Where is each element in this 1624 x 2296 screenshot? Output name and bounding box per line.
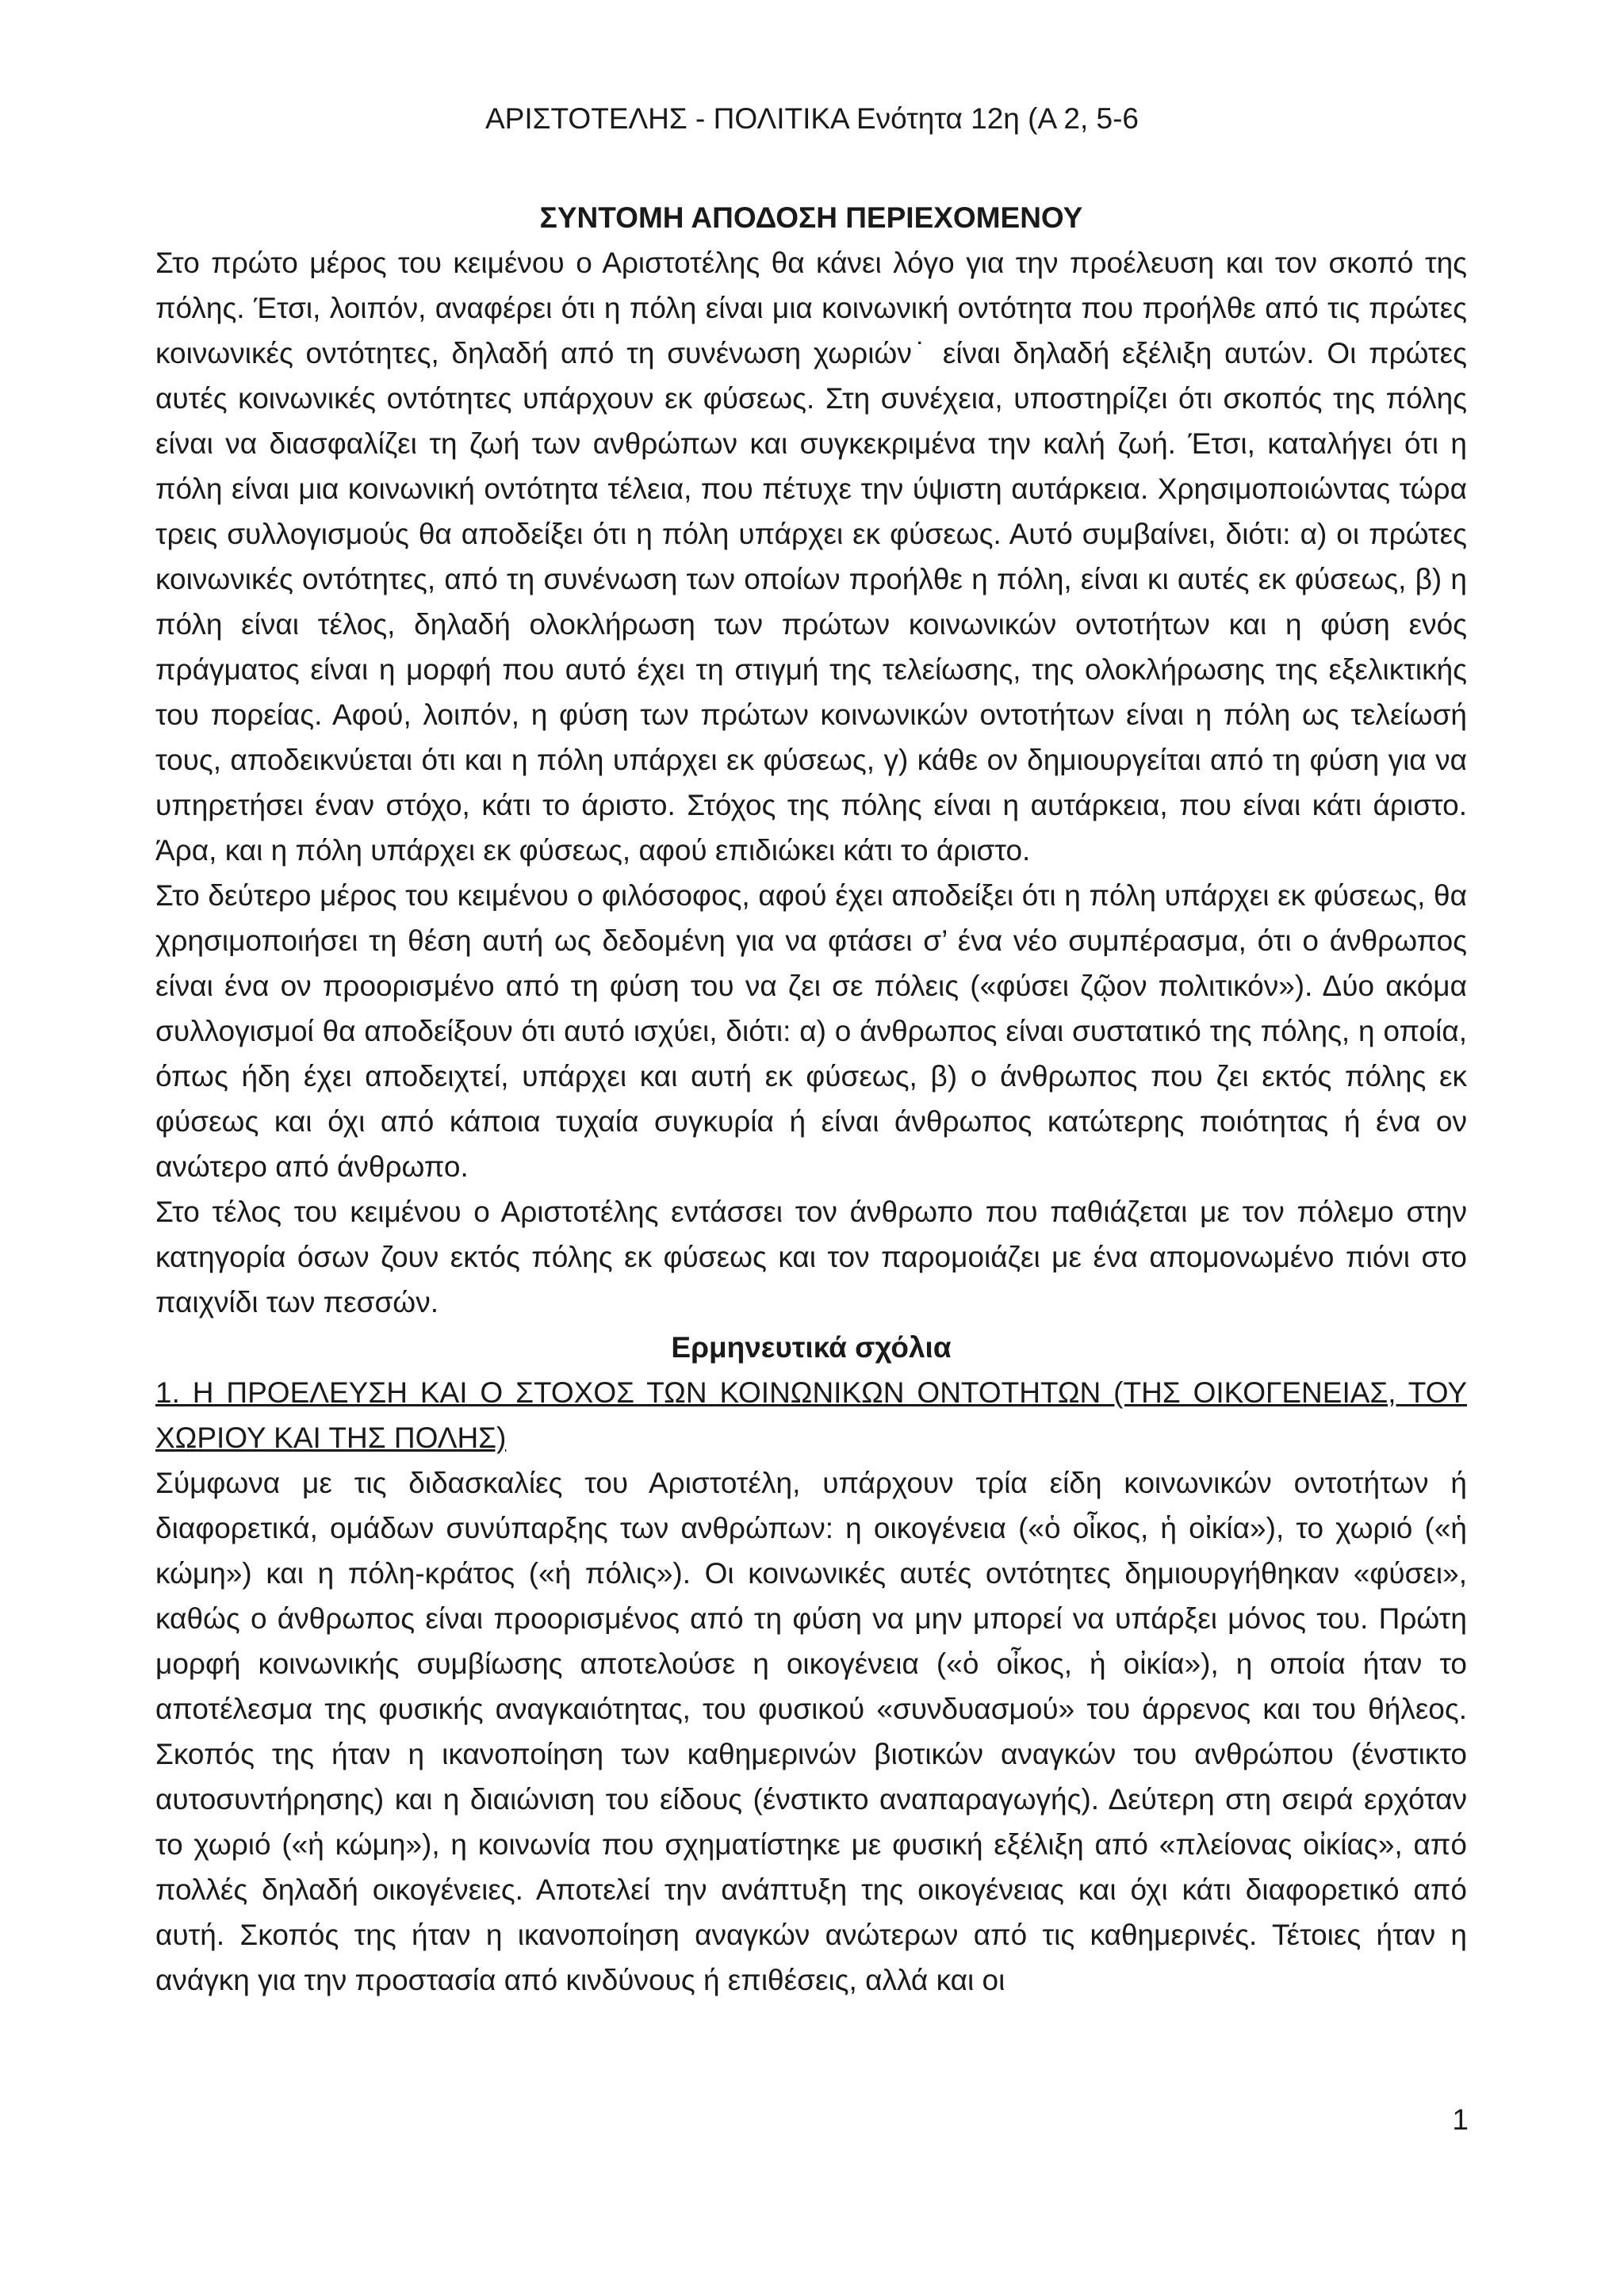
summary-paragraph-1: Στο πρώτο μέρος του κειμένου ο Αριστοτέλης θα κάνει λόγο για την προέλευση και τον σκοπό της πόλης. Έτσι, λοιπόν, αναφέρει ότι η πόλη είναι μια κοινωνική οντότητα που προήλθε από τις πρώτες κοινωνικές οντότητες, δηλαδή από τη συνένωση χωριών˙ είναι δηλαδή εξέλιξη αυτών. Οι πρώτες αυτές κοινωνικές οντότητες υπάρχουν εκ φύσεως. Στη συνέχεια, υποστηρίζει ότι σκοπός της πόλης είναι να διασφαλίζει τη ζωή των ανθρώπων και συγκεκριμένα την καλή ζωή. Έτσι, καταλήγει ότι η πόλη είναι μια κοινωνική οντότητα τέλεια, που πέτυχε την ύψιστη αυτάρκεια. Χρησιμοποιώντας τώρα τρεις συλλογισμούς θα αποδείξει ότι η πόλη υπάρχει εκ φύσεως. Αυτό συμβαίνει, διότι: α) οι πρώτες κοινωνικές οντότητες, από τη συνένωση των οποίων προήλθε η πόλη, είναι κι αυτές εκ φύσεως, β) η πόλη είναι τέλος, δηλαδή ολοκλήρωση των πρώτων κοινωνικών οντοτήτων και η φύση ενός πράγματος είναι η μορφή που αυτό έχει τη στιγμή της τελείωσης, της ολοκλήρωσης της εξελικτικής του πορείας. Αφού, λοιπόν, η φύση των πρώτων κοινωνικών οντοτήτων είναι η πόλη ως τελείωσή τους, αποδεικνύεται ότι και η πόλη υπάρχει εκ φύσεως, γ) κάθε ον δημιουργείται από τη φύση για να υπηρετήσει έναν στόχο, κάτι το άριστο. Στόχος της πόλης είναι η αυτάρκεια, που είναι κάτι άριστο. Άρα, και η πόλη υπάρχει εκ φύσεως, αφού επιδιώκει κάτι το άριστο. xyxy=(155,247,1467,867)
running-header: ΑΡΙΣΤΟΤΕΛΗΣ - ΠΟΛΙΤΙΚΑ Ενότητα 12η (Α 2, 5-6 xyxy=(485,102,1139,135)
commentary-heading: Ερμηνευτικά σχόλια xyxy=(671,1331,952,1364)
summary-paragraph-2: Στο δεύτερο μέρος του κειμένου ο φιλόσοφος, αφού έχει αποδείξει ότι η πόλη υπάρχει εκ φύσεως, θα χρησιμοποιήσει τη θέση αυτή ως δεδομένη για να φτάσει σ’ ένα νέο συμπέρασμα, ότι ο άνθρωπος είναι ένα ον προορισμένο από τη φύση του να ζει σε πόλεις («φύσει ζῷον πολιτικόν»). Δύο ακόμα συλλογισμοί θα αποδείξουν ότι αυτό ισχύει, διότι: α) ο άνθρωπος είναι συστατικό της πόλης, η οποία, όπως ήδη έχει αποδειχτεί, υπάρχει και αυτή εκ φύσεως, β) ο άνθρωπος που ζει εκτός πόλης εκ φύσεως και όχι από κάποια τυχαία συγκυρία ή είναι άνθρωπος κατώτερης ποιότητας ή ένα ον ανώτερο από άνθρωπο. xyxy=(155,879,1467,1183)
document-body xyxy=(155,195,1467,2003)
page-number: 1 xyxy=(1452,2103,1469,2136)
summary-paragraph-3: Στο τέλος του κειμένου ο Αριστοτέλης εντάσσει τον άνθρωπο που παθιάζεται με τον πόλεμο στην κατηγορία όσων ζουν εκτός πόλης εκ φύσεως και τον παρομοιάζει με ένα απομονωμένο πιόνι στο παιχνίδι των πεσσών. xyxy=(155,1196,1467,1318)
commentary-paragraph: Σύμφωνα με τις διδασκαλίες του Αριστοτέλη, υπάρχουν τρία είδη κοινωνικών οντοτήτων ή διαφορετικά, ομάδων συνύπαρξης των ανθρώπων: η οικογένεια («ὁ οἶκος, ἡ οἰκία»), το χωριό («ἡ κώμη») και η πόλη-κράτος («ἡ πόλις»). Οι κοινωνικές αυτές οντότητες δημιουργήθηκαν «φύσει», καθώς ο άνθρωπος είναι προορισμένος από τη φύση να μην μπορεί να υπάρξει μόνος του. Πρώτη μορφή κοινωνικής συμβίωσης αποτελούσε η οικογένεια («ὁ οἶκος, ἡ οἰκία»), η οποία ήταν το αποτέλεσμα της φυσικής αναγκαιότητας, του φυσικού «συνδυασμού» του άρρενος και του θήλεος. Σκοπός της ήταν η ικανοποίηση των καθημερινών βιοτικών αναγκών του ανθρώπου (ένστικτο αυτοσυντήρησης) και η διαιώνιση του είδους (ένστικτο αναπαραγωγής). Δεύτερη στη σειρά ερχόταν το χωριό («ἡ κώμη»), η κοινωνία που σχηματίστηκε με φυσική εξέλιξη από «πλείονας οἰκίας», από πολλές δηλαδή οικογένειες. Αποτελεί την ανάπτυξη της οικογένειας και όχι κάτι διαφορετικό από αυτή. Σκοπός της ήταν η ικανοποίηση αναγκών ανώτερων από τις καθημερινές. Τέτοιες ήταν η ανάγκη για την προστασία από κινδύνους ή επιθέσεις, αλλά και οι xyxy=(155,1467,1467,1996)
summary-heading: ΣΥΝΤΟΜΗ ΑΠΟΔΟΣΗ ΠΕΡΙΕΧΟΜΕΝΟΥ xyxy=(539,201,1083,234)
commentary-section-title: 1. Η ΠΡΟΕΛΕΥΣΗ ΚΑΙ Ο ΣΤΟΧΟΣ ΤΩΝ ΚΟΙΝΩΝΙΚΩΝ ΟΝΤΟΤΗΤΩΝ (ΤΗΣ ΟΙΚΟΓΕΝΕΙΑΣ, ΤΟΥ ΧΩΡΙΟΥ ΚΑΙ ΤΗΣ ΠΟΛΗΣ) xyxy=(155,1376,1467,1454)
